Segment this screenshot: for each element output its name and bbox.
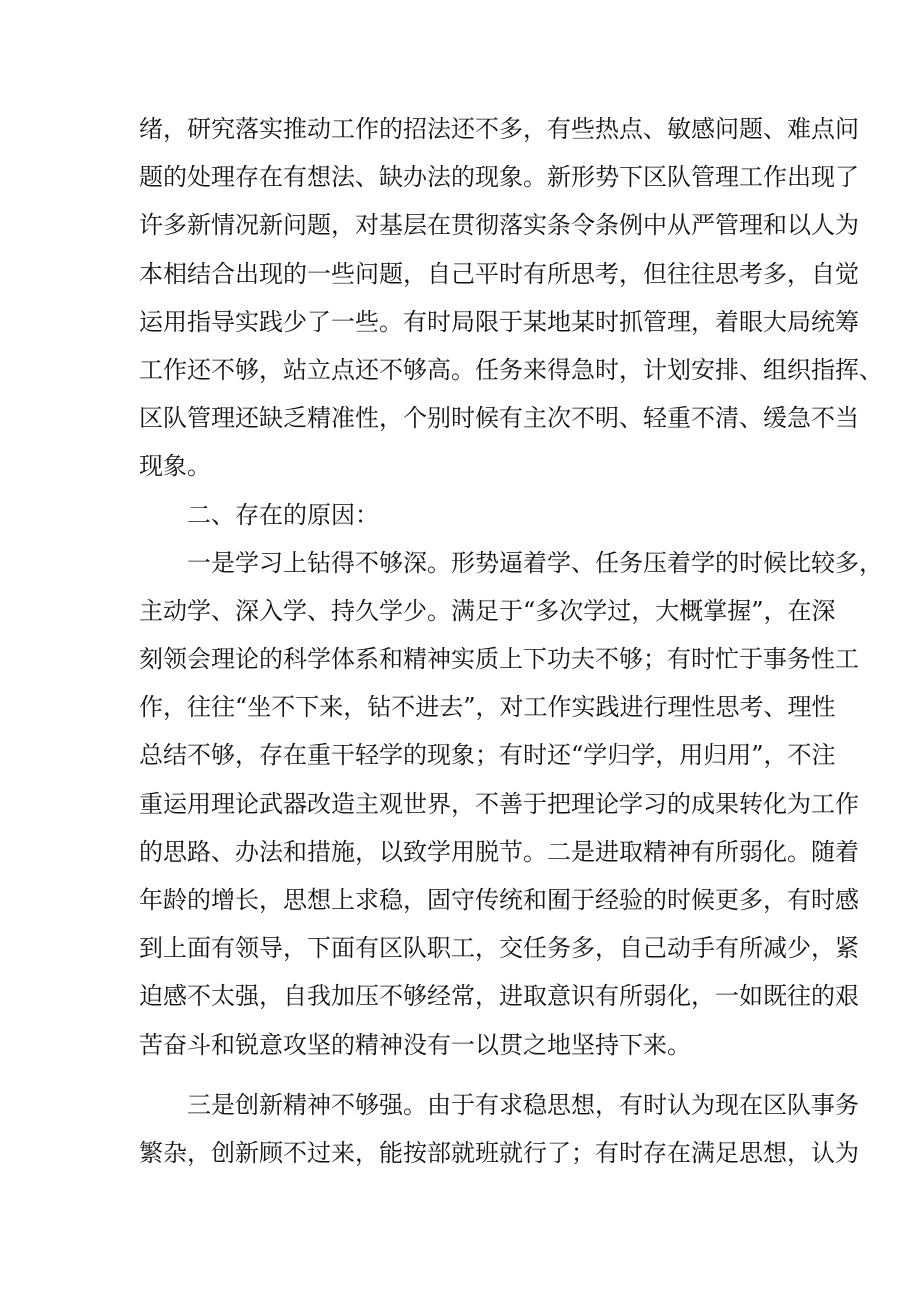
text-line: 现象。 [139, 452, 211, 481]
paragraph-gap [139, 1069, 789, 1081]
text-line: 重运用理论武器改造主观世界，不善于把理论学习的成果转化为工作 [139, 789, 859, 818]
text-line: 刻领会理论的科学体系和精神实质上下功夫不够；有时忙于事务性工 [139, 645, 859, 674]
text-line: 本相结合出现的一些问题，自己平时有所思考，但往往思考多，自觉 [139, 259, 859, 288]
text-line: 题的处理存在有想法、缺办法的现象。新形势下区队管理工作出现了 [139, 163, 859, 192]
text-line: 主动学、深入学、持久学少。满足于“多次学过，大概掌握”，在深 [139, 596, 836, 625]
text-line: 迫感不太强，自我加压不够经常，进取意识有所弱化，一如既往的艰 [139, 982, 859, 1011]
text-line: 总结不够，存在重干轻学的现象；有时还“学归学，用归用”，不注 [139, 741, 836, 770]
text-line: 绪，研究落实推动工作的招法还不多，有些热点、敏感问题、难点问 [139, 115, 859, 143]
text-line: 的思路、办法和措施，以致学用脱节。二是进取精神有所弱化。随着 [139, 837, 859, 866]
text-line: 作，往往“坐不下来，钻不进去”，对工作实践进行理性思考、理性 [139, 693, 836, 722]
text-line: 运用指导实践少了一些。有时局限于某地某时抓管理，着眼大局统筹 [139, 307, 859, 336]
text-line: 一是学习上钻得不够深。形势逼着学、任务压着学的时候比较多， [187, 548, 883, 577]
text-line: 区队管理还缺乏精准性，个别时候有主次不明、轻重不清、缓急不当 [139, 404, 859, 433]
text-line: 苦奋斗和锐意攻坚的精神没有一以贯之地坚持下来。 [139, 1030, 691, 1059]
text-line: 工作还不够，站立点还不够高。任务来得急时，计划安排、组织指挥、 [139, 355, 883, 384]
section-heading: 二、存在的原因： [187, 500, 379, 529]
document-body [139, 105, 883, 1177]
text-line: 到上面有领导，下面有区队职工，交任务多，自己动手有所减少，紧 [139, 934, 859, 963]
text-line: 许多新情况新问题，对基层在贯彻落实条令条例中从严管理和以人为 [139, 211, 859, 240]
text-line: 三是创新精神不够强。由于有求稳思想，有时认为现在区队事务 [187, 1090, 859, 1119]
text-line: 年龄的增长，思想上求稳，固守传统和囿于经验的时候更多，有时感 [139, 886, 859, 914]
text-line: 繁杂，创新顾不过来，能按部就班就行了；有时存在满足思想，认为 [139, 1138, 859, 1167]
